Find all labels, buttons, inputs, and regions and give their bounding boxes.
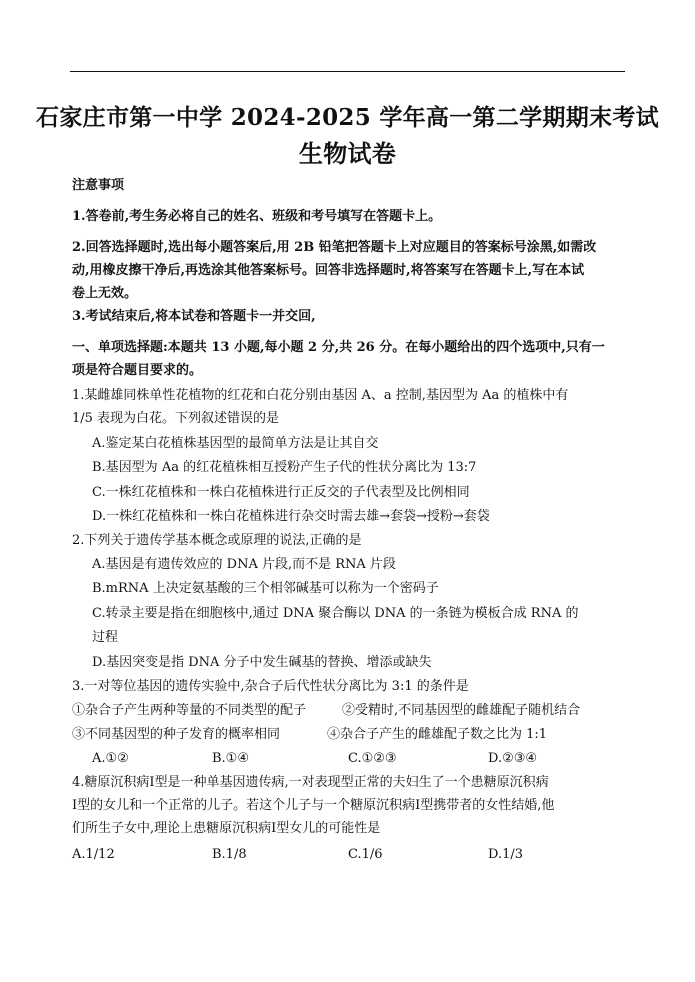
question-3-option-a: A.①② <box>92 751 129 766</box>
note-item-2-line3: 卷上无效。 <box>72 286 138 301</box>
question-2-stem: 2.下列关于遗传学基本概念或原理的说法,正确的是 <box>72 533 362 548</box>
exam-subject: 生物试卷 <box>298 139 397 168</box>
question-2-option-c-cont: 过程 <box>92 630 119 645</box>
question-2-option-d: D.基因突变是指 DNA 分子中发生碱基的替换、增添或缺失 <box>92 655 432 670</box>
question-4-option-c: C.1/6 <box>348 847 383 862</box>
note-item-2-line1: 2.回答选择题时,选出每小题答案后,用 2B 铅笔把答题卡上对应题目的答案标号涂黑,如需改 <box>72 240 597 255</box>
question-3-option-b: B.①④ <box>212 751 249 766</box>
question-4-stem <box>72 771 628 840</box>
question-2-option-c: C.转录主要是指在细胞核中,通过 DNA 聚合酶以 DNA 的一条链为模板合成 RNA 的 <box>92 606 579 621</box>
question-3-condition-3: ③不同基因型的种子发育的概率相同 <box>72 727 281 742</box>
question-1-option-a: A.鉴定某白花植株基因型的最简单方法是让其自交 <box>92 436 379 451</box>
section-heading-line1: 一、单项选择题:本题共 13 小题,每小题 2 分,共 26 分。在每小题给出的四个选项中,只有一 <box>72 340 605 355</box>
question-4-option-d: D.1/3 <box>488 847 524 862</box>
question-3-condition-1: ①杂合子产生两种等量的不同类型的配子 <box>72 703 307 718</box>
question-3-condition-4: ④杂合子产生的雌雄配子数之比为 1:1 <box>327 727 548 742</box>
question-1-option-b: B.基因型为 Aa 的红花植株相互授粉产生子代的性状分离比为 13:7 <box>92 460 477 475</box>
question-1-option-c: C.一株红花植株和一株白花植株进行正反交的子代表型及比例相同 <box>92 485 470 500</box>
note-item-3: 3.考试结束后,将本试卷和答题卡一并交回, <box>72 309 316 324</box>
question-4-option-a: A.1/12 <box>72 847 115 862</box>
question-1-stem <box>72 384 628 430</box>
note-item-2-line2: 动,用橡皮擦干净后,再选涂其他答案标号。回答非选择题时,将答案写在答题卡上,写在本试 <box>72 263 585 278</box>
exam-title: 石家庄市第一中学 2024-2025 学年高一第二学期期末考试 <box>36 104 659 131</box>
section-heading <box>72 336 628 382</box>
question-3-option-d: D.②③④ <box>488 751 538 766</box>
question-1-stem-line2: 1/5 表现为白花。下列叙述错误的是 <box>72 411 280 426</box>
question-2-option-a: A.基因是有遗传效应的 DNA 片段,而不是 RNA 片段 <box>92 557 396 572</box>
section-heading-line2: 项是符合题目要求的。 <box>72 363 203 378</box>
note-item-2 <box>72 236 628 305</box>
header-rule <box>70 71 625 72</box>
notes-heading: 注意事项 <box>72 178 125 193</box>
question-4-option-b: B.1/8 <box>212 847 247 862</box>
question-1-stem-line1: 1.某雌雄同株单性花植物的红花和白花分别由基因 A、a 控制,基因型为 Aa 的植株中有 <box>72 388 569 403</box>
question-1-option-d: D.一株红花植株和一株白花植株进行杂交时需去雄→套袋→授粉→套袋 <box>92 509 490 524</box>
question-3-stem: 3.一对等位基因的遗传实验中,杂合子后代性状分离比为 3:1 的条件是 <box>72 679 469 694</box>
question-4-stem-line1: 4.糖原沉积病Ⅰ型是一种单基因遗传病,一对表现型正常的夫妇生了一个患糖原沉积病 <box>72 775 549 790</box>
question-4-stem-line3: 们所生子女中,理论上患糖原沉积病Ⅰ型女儿的可能性是 <box>72 821 381 836</box>
question-4-stem-line2: Ⅰ型的女儿和一个正常的儿子。若这个儿子与一个糖原沉积病Ⅰ型携带者的女性结婚,他 <box>72 798 555 813</box>
question-3-option-c: C.①②③ <box>348 751 397 766</box>
note-item-1: 1.答卷前,考生务必将自己的姓名、班级和考号填写在答题卡上。 <box>72 209 442 224</box>
question-3-condition-2: ②受精时,不同基因型的雌雄配子随机结合 <box>342 703 581 718</box>
question-2-option-b: B.mRNA 上决定氨基酸的三个相邻碱基可以称为一个密码子 <box>92 581 439 596</box>
